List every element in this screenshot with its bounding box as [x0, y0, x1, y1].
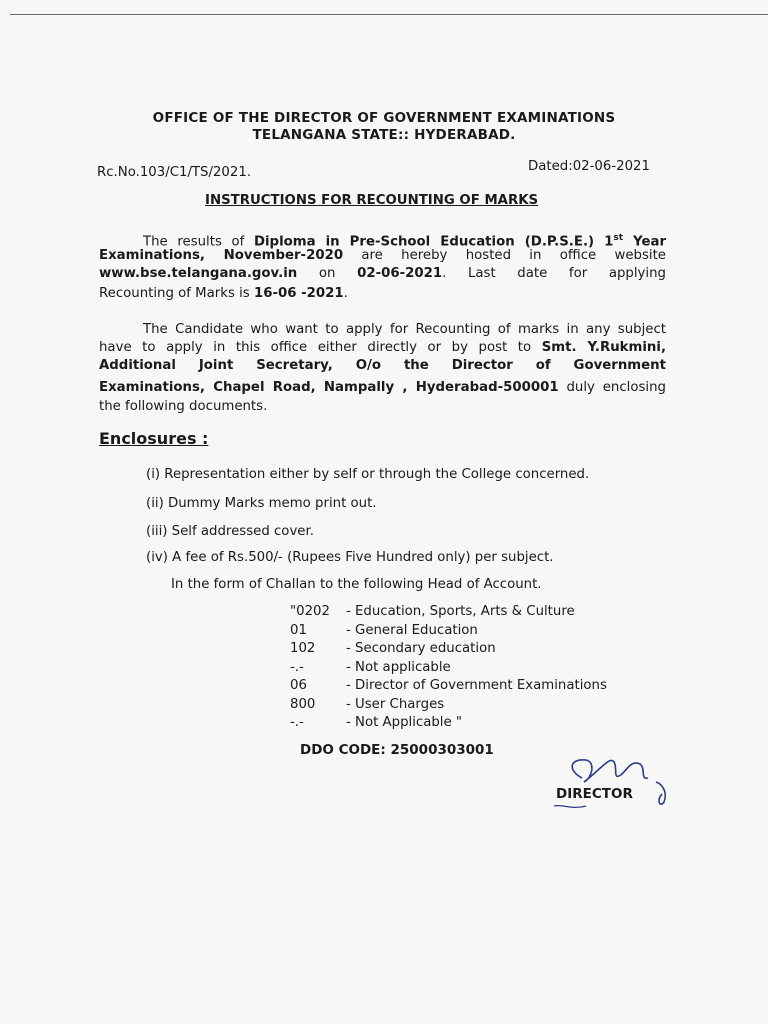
enclosure-item: (iv) A fee of Rs.500/- (Rupees Five Hundred only) per subject. — [146, 550, 554, 565]
reference-number: Rc.No.103/C1/TS/2021. — [97, 165, 252, 180]
para2-line5: the following documents. — [99, 399, 268, 414]
para1-line1: The results of Diploma in Pre-School Education (D.P.S.E.) 1st Year — [143, 233, 667, 250]
account-row: 800 - User Charges — [290, 696, 445, 712]
para2-line2: have to apply in this office either directly or by post to Smt. Y.Rukmini, — [99, 340, 667, 355]
para2-line4: Examinations, Chapel Road, Nampally , Hyderabad-500001 duly enclosing — [99, 380, 666, 395]
handwritten-signature — [552, 748, 682, 818]
para2-line1: The Candidate who want to apply for Recounting of marks in any subject — [143, 322, 666, 337]
top-rule — [10, 14, 768, 15]
head-of-account-list — [290, 603, 607, 733]
date-line: Dated:02-06-2021 — [528, 159, 650, 174]
para1-line3: www.bse.telangana.gov.in on 02-06-2021. Last date for applying — [99, 266, 666, 281]
subject-heading: INSTRUCTIONS FOR RECOUNTING OF MARKS — [205, 193, 539, 208]
account-row: -.- - Not Applicable " — [290, 715, 463, 730]
signature-block — [552, 748, 682, 818]
account-row: "0202 - Education, Sports, Arts & Culture — [290, 604, 575, 619]
challan-instruction: In the form of Challan to the following Head of Account. — [171, 577, 542, 592]
account-row: -.- - Not applicable — [290, 659, 451, 675]
office-title: OFFICE OF THE DIRECTOR OF GOVERNMENT EXAMINATIONS — [152, 110, 616, 126]
para1-line4: Recounting of Marks is 16-06 -2021. — [99, 286, 348, 301]
enclosure-item: (i) Representation either by self or through the College concerned. — [146, 467, 590, 482]
para1-line2: Examinations, November-2020 are hereby hosted in office website — [99, 248, 666, 263]
account-row: 102 - Secondary education — [290, 641, 496, 656]
signatory-title: DIRECTOR — [556, 786, 633, 802]
enclosures-heading: Enclosures : — [99, 429, 209, 448]
ddo-code: DDO CODE: 25000303001 — [300, 742, 494, 758]
enclosure-item: (iii) Self addressed cover. — [146, 524, 314, 539]
account-row: 01 - General Education — [290, 622, 478, 638]
office-location: TELANGANA STATE:: HYDERABAD. — [252, 127, 516, 143]
enclosure-item: (ii) Dummy Marks memo print out. — [146, 496, 377, 511]
para2-line3: Additional Joint Secretary, O/o the Director of Government — [99, 358, 666, 373]
account-row: 06 - Director of Government Examinations — [290, 678, 607, 693]
